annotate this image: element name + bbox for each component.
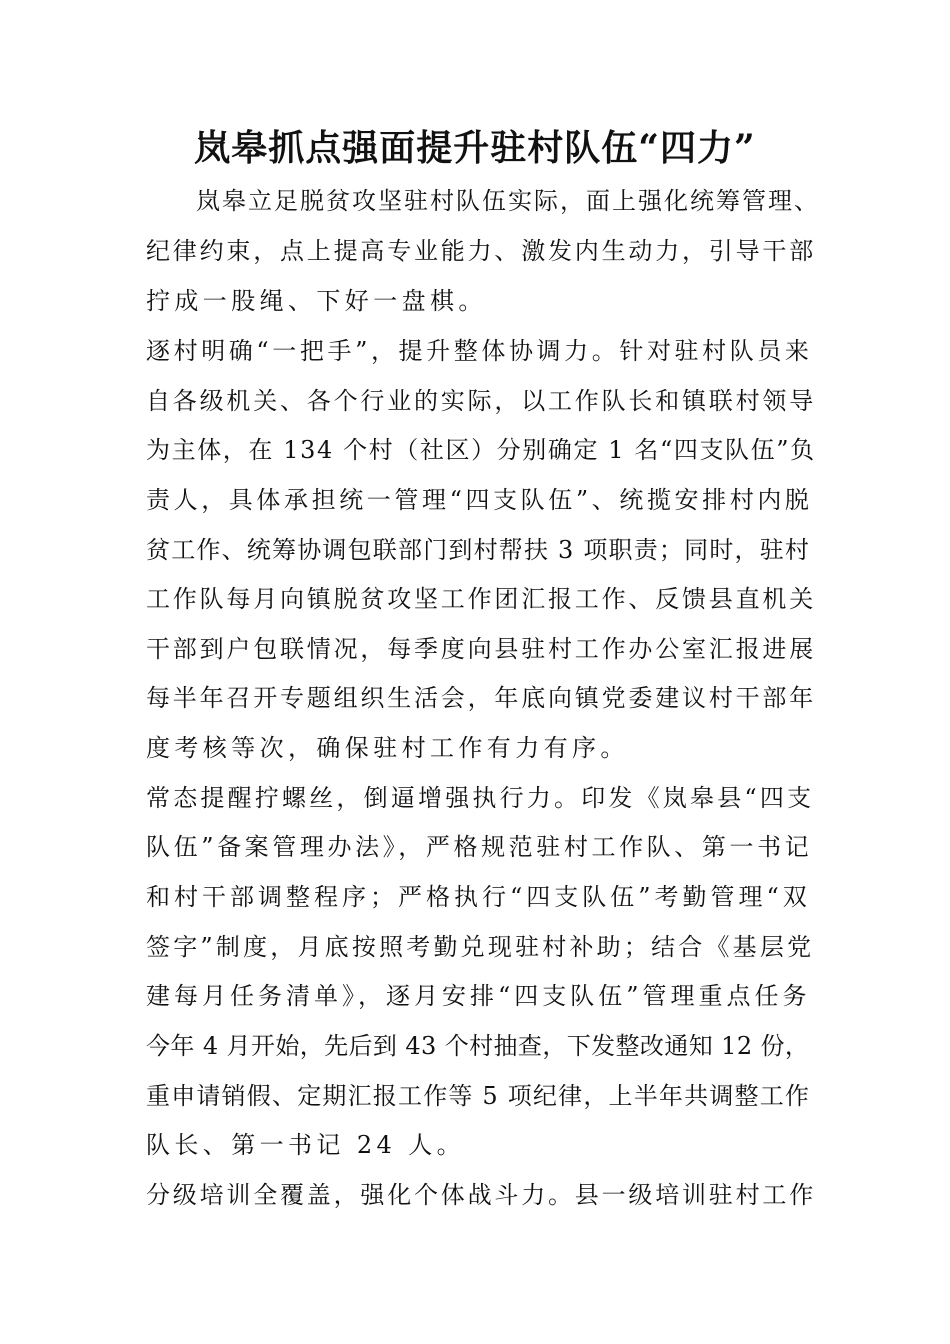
paragraph-line: 贫工作、统筹协调包联部门到村帮扶 3 项职责；同时，驻村 bbox=[146, 536, 811, 564]
paragraph-line: 岚皋立足脱贫攻坚驻村队伍实际，面上强化统筹管理、 bbox=[196, 187, 820, 215]
paragraph-line: 逐村明确“一把手”，提升整体协调力。针对驻村队员来 bbox=[146, 337, 813, 365]
paragraph-line: 每半年召开专题组织生活会，年底向镇党委建议村干部年 bbox=[146, 684, 816, 712]
paragraph-line: 拧成一股绳、下好一盘棋。 bbox=[146, 287, 487, 315]
paragraph-line: 签字”制度，月底按照考勤兑现驻村补助；结合《基层党 bbox=[146, 933, 815, 961]
paragraph-line: 队伍”备案管理办法》，严格规范驻村工作队、第一书记 bbox=[146, 833, 813, 861]
document-title: 岚皋抓点强面提升驻村队伍“四力” bbox=[194, 127, 756, 169]
paragraph-line: 建每月任务清单》，逐月安排“四支队伍”管理重点任务 bbox=[146, 982, 811, 1010]
paragraph-line: 干部到户包联情况，每季度向县驻村工作办公室汇报进展 bbox=[146, 635, 816, 663]
paragraph-line: 和村干部调整程序；严格执行“四支队伍”考勤管理“双 bbox=[146, 883, 811, 911]
paragraph-line: 度考核等次，确保驻村工作有力有序。 bbox=[146, 734, 629, 762]
paragraph-line: 分级培训全覆盖，强化个体战斗力。县一级培训驻村工作 bbox=[146, 1181, 816, 1209]
paragraph-line: 重申请销假、定期汇报工作等 5 项纪律，上半年共调整工作 bbox=[146, 1082, 811, 1110]
paragraph-line: 常态提醒拧螺丝，倒逼增强执行力。印发《岚皋县“四支 bbox=[146, 784, 815, 812]
paragraph-line: 工作队每月向镇脱贫攻坚工作团汇报工作、反馈县直机关 bbox=[146, 585, 816, 613]
paragraph-line: 为主体，在 134 个村（社区）分别确定 1 名“四支队伍”负 bbox=[146, 436, 816, 464]
paragraph-line: 今年 4 月开始，先后到 43 个村抽查，下发整改通知 12 份， bbox=[146, 1032, 810, 1060]
paragraph-line: 责人，具体承担统一管理“四支队伍”、统揽安排村内脱 bbox=[146, 486, 813, 514]
paragraph-line: 队长、第一书记 24 人。 bbox=[146, 1131, 465, 1159]
paragraph-line: 纪律约束，点上提高专业能力、激发内生动力，引导干部 bbox=[146, 237, 816, 265]
paragraph-line: 自各级机关、各个行业的实际，以工作队长和镇联村领导 bbox=[146, 387, 816, 415]
